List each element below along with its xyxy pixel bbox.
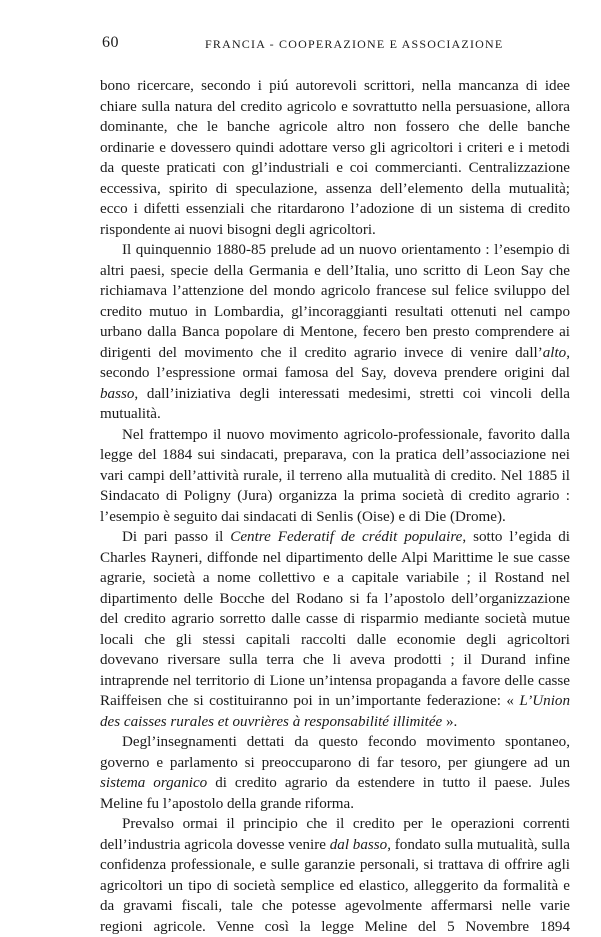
paragraph-4-text-a: Di pari passo il [122, 529, 231, 545]
paragraph-6-text-b: , fondato sulla mutualità, sulla confidenza professionale, e sulle garanzie personali, si trattava di offrire agli agricoltori un tipo di società semplice ed elastico, alleggerito da formalità e da gravami fiscali, tale che potesse agevolmente affermarsi nelle varie regioni agricole. Venne così la legge Meline del 5 Novembre 1894 [100, 836, 570, 935]
paragraph-5 [100, 732, 570, 814]
page-number: 60 [102, 34, 119, 51]
paragraph-2-text-c: , dall’iniziativa degli interessati medesimi, stretti coi vincoli della mutualità. [100, 385, 570, 422]
paragraph-5-italic-sistema: sistema organico [100, 775, 208, 791]
page-header [97, 34, 565, 56]
paragraph-4-italic-union: L’Union des caisses rurales et ouvrières à responsabilité illimitée [100, 693, 570, 730]
paragraph-2-text-a: Il quinquennio 1880-85 prelude ad un nuovo orientamento : l’esempio di altri paesi, specie della Germania e dell’Italia, uno scritto di Leon Say che richiamava l’attenzione del mondo agricolo francese sul felice sviluppo del credito mutuo in Lombardia, gl’incoraggianti resultati ottenuti nel campo urbano dalla Banca popolare di Mentone, fecero ben presto comprendere ai dirigenti del movimento che il credito agrario invece di venire dall’ [100, 242, 570, 361]
paragraph-3 [100, 425, 570, 528]
paragraph-2-italic-basso: basso [100, 385, 135, 402]
paragraph-5-text-b: di credito agrario da estendere in tutto il paese. Jules Meline fu l’apostolo della grande riforma. [100, 775, 570, 812]
running-title: FRANCIA - COOPERAZIONE E ASSOCIAZIONE [205, 37, 504, 51]
paragraph-6 [100, 814, 570, 937]
paragraph-6-italic-dal-basso: dal basso [329, 836, 388, 853]
paragraph-4-text-b: , sotto l’egida di Charles Rayneri, diffonde nel dipartimento delle Alpi Marittime le sue casse agrarie, società a nome collettivo e a capitale variabile ; il Rostand nel dipartimento delle Bocche del Rodano si fa l’apostolo dell’organizzazione del credito agrario sorretto dalle casse di risparmio mediante società mutue locali che gli stessi capitali raccolti dalle economie degli agricoltori dovevano riversare sulla terra che li aveva prodotti ; il Durand infine intraprende nel territorio di Lione un’intensa propaganda a favore delle casse Raiffeisen che si costituiranno poi in un’importante federazione: « [100, 529, 570, 709]
paragraph-4-text-c: ». [442, 713, 458, 730]
paragraph-2-text-b: , secondo l’espressione ormai famosa del Say, doveva prendere origini dal [100, 344, 570, 381]
paragraph-4 [100, 527, 570, 732]
paragraph-1-text: bono ricercare, secondo i piú autorevoli scrittori, nella mancanza di idee chiare sulla natura del credito agricolo e sovrattutto nella persuasione, allora dominante, che le banche agricole altro non fossero che delle banche ordinarie e dovessero quindi adottare verso gli agricoltori i criteri e i metodi da queste praticati con gl’industriali e coi commercianti. Centralizzazione eccessiva, spirito di speculazione, assenza dell’elemento della mutualità; ecco i difetti essenziali che ritardarono l’adozione di un sistema di credito rispondente ai nuovi bisogni degli agricoltori. [100, 78, 570, 238]
body-text [100, 76, 570, 937]
paragraph-2-italic-alto: alto [542, 344, 567, 361]
paragraph-1 [100, 76, 570, 240]
paragraph-6-text-a: Prevalso ormai il principio che il credito per le operazioni correnti dell’industria agricola dovesse venire [100, 816, 570, 853]
paragraph-3-text: Nel frattempo il nuovo movimento agricolo-professionale, favorito dalla legge del 1884 sui sindacati, preparava, con la pratica dell’associazione nei vari campi dell’attività rurale, il terreno alla mutualità di credito. Nel 1885 il Sindacato di Poligny (Jura) organizza la prima società di credito agrario : l’esempio è seguito dai sindacati di Senlis (Oise) e di Die (Drome). [100, 426, 570, 525]
paragraph-5-text-a: Degl’insegnamenti dettati da questo fecondo movimento spontaneo, governo e parlamento si preoccuparono di far tesoro, per giungere ad un [100, 734, 570, 771]
paragraph-4-italic-centre: Centre Federatif de crédit populaire [230, 529, 463, 545]
paragraph-2 [100, 240, 570, 425]
